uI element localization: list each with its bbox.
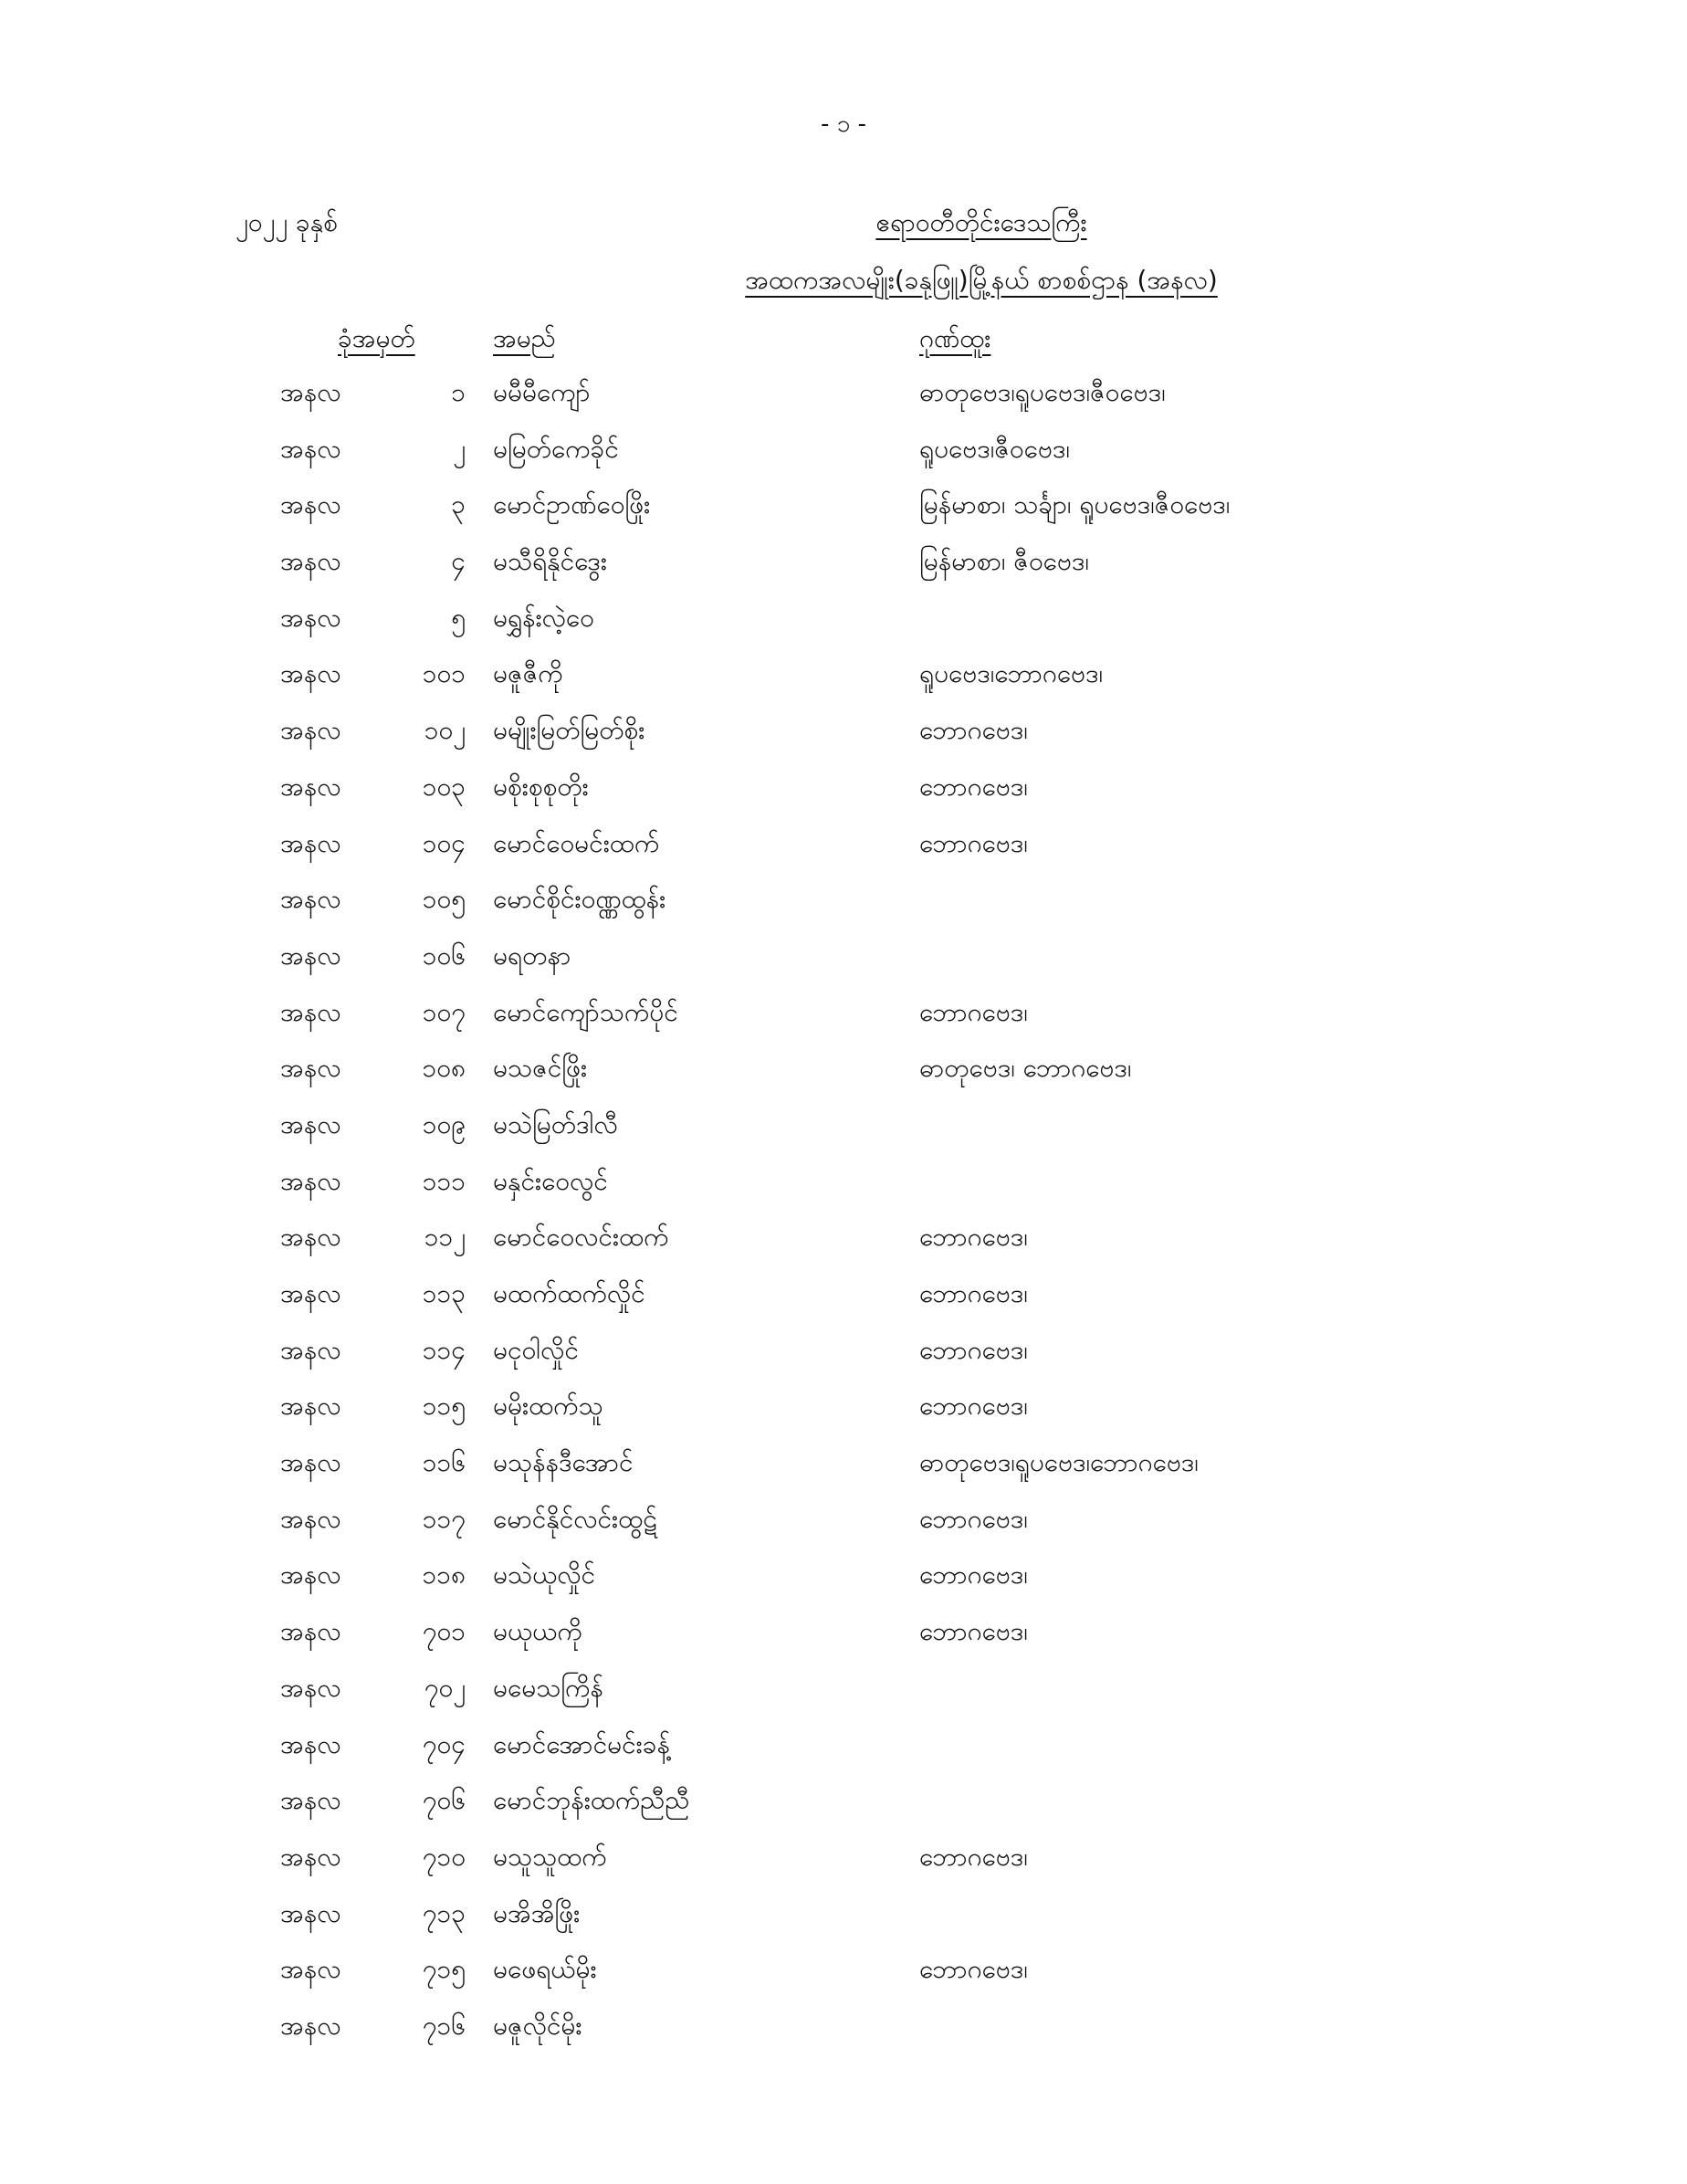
roll-prefix: အနလ — [280, 1165, 341, 1196]
exam-year: ၂၀၂၂ ခုနှစ် — [236, 207, 338, 237]
roll-number: ၁၀၃ — [422, 771, 466, 802]
roll-prefix: အနလ — [280, 1334, 341, 1365]
roll-number: ၃ — [451, 489, 466, 520]
region-title: ဧရာဝတီတိုင်းဒေသကြီး — [875, 207, 1087, 237]
distinction-subjects: ဘောဂဗေဒ၊ — [919, 1222, 1028, 1253]
roll-number: ၅ — [451, 602, 466, 633]
list-item — [0, 1388, 1687, 1444]
roll-prefix: အနလ — [280, 489, 341, 520]
student-name: မောင်အောင်မင်းခန့် — [493, 1728, 670, 1759]
list-item — [0, 1332, 1687, 1389]
roll-number: ၇၀၆ — [422, 1785, 466, 1816]
student-name: မယုယကို — [493, 1616, 582, 1647]
roll-prefix: အနလ — [280, 1053, 341, 1084]
distinction-subjects: ဘောဂဗေဒ၊ — [919, 1841, 1028, 1872]
header-distinction: ဂုဏ်ထူး — [919, 323, 991, 353]
distinction-subjects: ဘောဂဗေဒ၊ — [919, 827, 1028, 858]
list-item — [0, 2008, 1687, 2064]
student-name: မထက်ထက်လှိုင် — [493, 1278, 645, 1308]
list-item — [0, 1219, 1687, 1276]
page-number: - ၁ - — [821, 110, 866, 138]
roll-prefix: အနလ — [280, 1447, 341, 1478]
roll-prefix: အနလ — [280, 2010, 341, 2041]
distinction-subjects: ဘောဂဗေဒ၊ — [919, 1954, 1028, 1985]
student-name: မရွှန်းလဲ့ဝေ — [493, 602, 594, 633]
list-item — [0, 1276, 1687, 1332]
student-name: မသဲမြတ်ဒါလီ — [493, 1108, 618, 1139]
list-item — [0, 1895, 1687, 1952]
roll-number: ၁၁၇ — [422, 1503, 466, 1534]
student-name: မရတနာ — [493, 940, 571, 971]
student-name: မောင်နိုင်လင်းထွဋ် — [493, 1503, 657, 1534]
list-item — [0, 543, 1687, 600]
student-name: မမီမီကျော် — [493, 377, 591, 407]
student-name: မသူသူထက် — [493, 1841, 607, 1872]
student-name: မောင်ဝေမင်းထက် — [493, 827, 660, 858]
student-name: မငုဝါလှိုင် — [493, 1334, 579, 1365]
roll-number: ၁၀၇ — [422, 996, 466, 1027]
student-name: မသုန်နဒီအောင် — [493, 1447, 634, 1478]
distinction-subjects: ရူပဗေဒ၊ဇီဝဗေဒ၊ — [919, 433, 1070, 464]
list-item — [0, 994, 1687, 1051]
list-item — [0, 1670, 1687, 1727]
student-name: မဇူလိုင်မိုး — [493, 2010, 582, 2041]
roll-prefix: အနလ — [280, 996, 341, 1027]
student-name: မောင်ဝေလင်းထက် — [493, 1222, 669, 1253]
roll-number: ၁၀၁ — [422, 658, 466, 689]
list-item — [0, 431, 1687, 488]
roll-number: ၁ — [451, 377, 466, 407]
list-item — [0, 881, 1687, 938]
roll-prefix: အနလ — [280, 1503, 341, 1534]
roll-prefix: အနလ — [280, 433, 341, 464]
roll-number: ၁၁၂ — [424, 1222, 466, 1253]
roll-number: ၁၁၅ — [422, 1391, 466, 1422]
roll-number: ၁၁၃ — [422, 1278, 466, 1308]
roll-number: ၇၁၆ — [422, 2010, 466, 2041]
distinction-subjects: ဘောဂဗေဒ၊ — [919, 1391, 1028, 1422]
roll-number: ၁၀၅ — [422, 884, 466, 915]
roll-prefix: အနလ — [280, 1728, 341, 1759]
student-name: မောင်စိုင်းဝဏ္ဏထွန်း — [493, 884, 666, 915]
roll-number: ၁၀၈ — [422, 1053, 466, 1084]
header-name: အမည် — [493, 323, 556, 353]
roll-prefix: အနလ — [280, 1672, 341, 1703]
distinction-subjects: ဘောဂဗေဒ၊ — [919, 1334, 1028, 1365]
list-item — [0, 487, 1687, 543]
roll-prefix: အနလ — [280, 1897, 341, 1928]
distinction-subjects: ဘောဂဗေဒ၊ — [919, 1278, 1028, 1308]
student-name: မသဲယုလှိုင် — [493, 1559, 596, 1591]
roll-number: ၁၁၄ — [422, 1334, 466, 1365]
roll-prefix: အနလ — [280, 546, 341, 577]
roll-number: ၇၁၃ — [422, 1897, 466, 1928]
list-item — [0, 656, 1687, 712]
distinction-subjects: မြန်မာစာ၊ ဇီဝဗေဒ၊ — [919, 546, 1089, 577]
distinction-subjects: ဘောဂဗေဒ၊ — [919, 715, 1028, 746]
student-name: မောင်ကျော်သက်ပိုင် — [493, 996, 678, 1027]
roll-prefix: အနလ — [280, 1391, 341, 1422]
student-name: မမျိုးမြတ်မြတ်စိုး — [493, 715, 645, 746]
student-name: မောင်ဥာဏ်ဝေဖြိုး — [493, 489, 651, 520]
distinction-subjects: ဘောဂဗေဒ၊ — [919, 1559, 1028, 1591]
list-item — [0, 712, 1687, 769]
roll-number: ၁၀၄ — [422, 827, 466, 858]
list-item — [0, 938, 1687, 994]
roll-prefix: အနလ — [280, 1616, 341, 1647]
list-item — [0, 1557, 1687, 1613]
student-name: မမေသကြိန် — [493, 1672, 603, 1703]
distinction-subjects: ဘောဂဗေဒ၊ — [919, 1503, 1028, 1534]
student-name: မအိအိဖြိုး — [493, 1897, 581, 1928]
distinction-subjects: မြန်မာစာ၊ သင်္ချာ၊ ရူပဗေဒ၊ဇီဝဗေဒ၊ — [919, 489, 1231, 520]
roll-prefix: အနလ — [280, 940, 341, 971]
roll-prefix: အနလ — [280, 771, 341, 802]
roll-number: ၇၀၁ — [422, 1616, 466, 1647]
roll-prefix: အနလ — [280, 827, 341, 858]
roll-prefix: အနလ — [280, 1278, 341, 1308]
list-item — [0, 825, 1687, 882]
roll-prefix: အနလ — [280, 884, 341, 915]
list-item — [0, 1107, 1687, 1163]
roll-prefix: အနလ — [280, 377, 341, 407]
list-item — [0, 1444, 1687, 1501]
roll-number: ၁၁၁ — [422, 1165, 466, 1196]
distinction-subjects: ရူပဗေဒ၊ဘောဂဗေဒ၊ — [919, 658, 1104, 689]
student-name: မသဇင်ဖြိုး — [493, 1053, 588, 1084]
list-item — [0, 1839, 1687, 1895]
student-name: မဇူဇီကို — [493, 658, 563, 689]
student-name: မမိုးထက်သူ — [493, 1391, 603, 1422]
list-item — [0, 1050, 1687, 1107]
roll-prefix: အနလ — [280, 658, 341, 689]
student-name: မဖေရယ်မိုး — [493, 1954, 597, 1985]
distinction-subjects: ဓာတုဗေဒ၊ရူပဗေဒ၊ဇီဝဗေဒ၊ — [919, 377, 1166, 407]
list-item — [0, 1951, 1687, 2008]
roll-number: ၁၁၈ — [422, 1559, 466, 1591]
list-item — [0, 1727, 1687, 1783]
roll-number: ၁၀၆ — [422, 940, 466, 971]
list-item — [0, 1782, 1687, 1839]
student-name: မောင်ဘုန်းထက်ညီညီ — [493, 1785, 690, 1816]
roll-prefix: အနလ — [280, 1785, 341, 1816]
student-name: မနှင်းဝေလွင် — [493, 1165, 608, 1196]
list-item — [0, 769, 1687, 825]
roll-prefix: အနလ — [280, 1222, 341, 1253]
roll-prefix: အနလ — [280, 1108, 341, 1139]
roll-prefix: အနလ — [280, 602, 341, 633]
roll-number: ၇၀၄ — [422, 1728, 466, 1759]
list-item — [0, 600, 1687, 656]
student-name: မမြတ်ကေခိုင် — [493, 433, 619, 464]
list-item — [0, 1613, 1687, 1670]
roll-number: ၁၁၆ — [422, 1447, 466, 1478]
exam-center-title: အထကအလမျိုး(ခနုဖြူ)မြို့နယ် စာစစ်ဌာန (အနလ) — [745, 265, 1218, 295]
student-name: မသီရိနိုင်ဒွေး — [493, 546, 607, 577]
roll-number: ၂ — [453, 433, 466, 464]
student-name: မစိုးစုစုတိုး — [493, 771, 589, 802]
roll-number: ၇၁၅ — [422, 1954, 466, 1985]
distinction-subjects: ဘောဂဗေဒ၊ — [919, 1616, 1028, 1647]
roll-prefix: အနလ — [280, 1954, 341, 1985]
list-item — [0, 1163, 1687, 1220]
distinction-subjects: ဘောဂဗေဒ၊ — [919, 996, 1028, 1027]
distinction-subjects: ဘောဂဗေဒ၊ — [919, 771, 1028, 802]
list-item — [0, 374, 1687, 431]
results-list — [0, 374, 1687, 2064]
list-item — [0, 1501, 1687, 1558]
roll-prefix: အနလ — [280, 1559, 341, 1591]
distinction-subjects: ဓာတုဗေဒ၊ ဘောဂဗေဒ၊ — [919, 1053, 1132, 1084]
roll-number: ၇၀၂ — [424, 1672, 466, 1703]
roll-number: ၄ — [451, 546, 466, 577]
distinction-subjects: ဓာတုဗေဒ၊ရူပဗေဒ၊ဘောဂဗေဒ၊ — [919, 1447, 1199, 1478]
header-roll-number: ခုံအမှတ် — [338, 323, 415, 353]
roll-prefix: အနလ — [280, 715, 341, 746]
roll-prefix: အနလ — [280, 1841, 341, 1872]
roll-number: ၁၀၉ — [422, 1108, 466, 1139]
roll-number: ၇၁၀ — [422, 1841, 466, 1872]
roll-number: ၁၀၂ — [424, 715, 466, 746]
